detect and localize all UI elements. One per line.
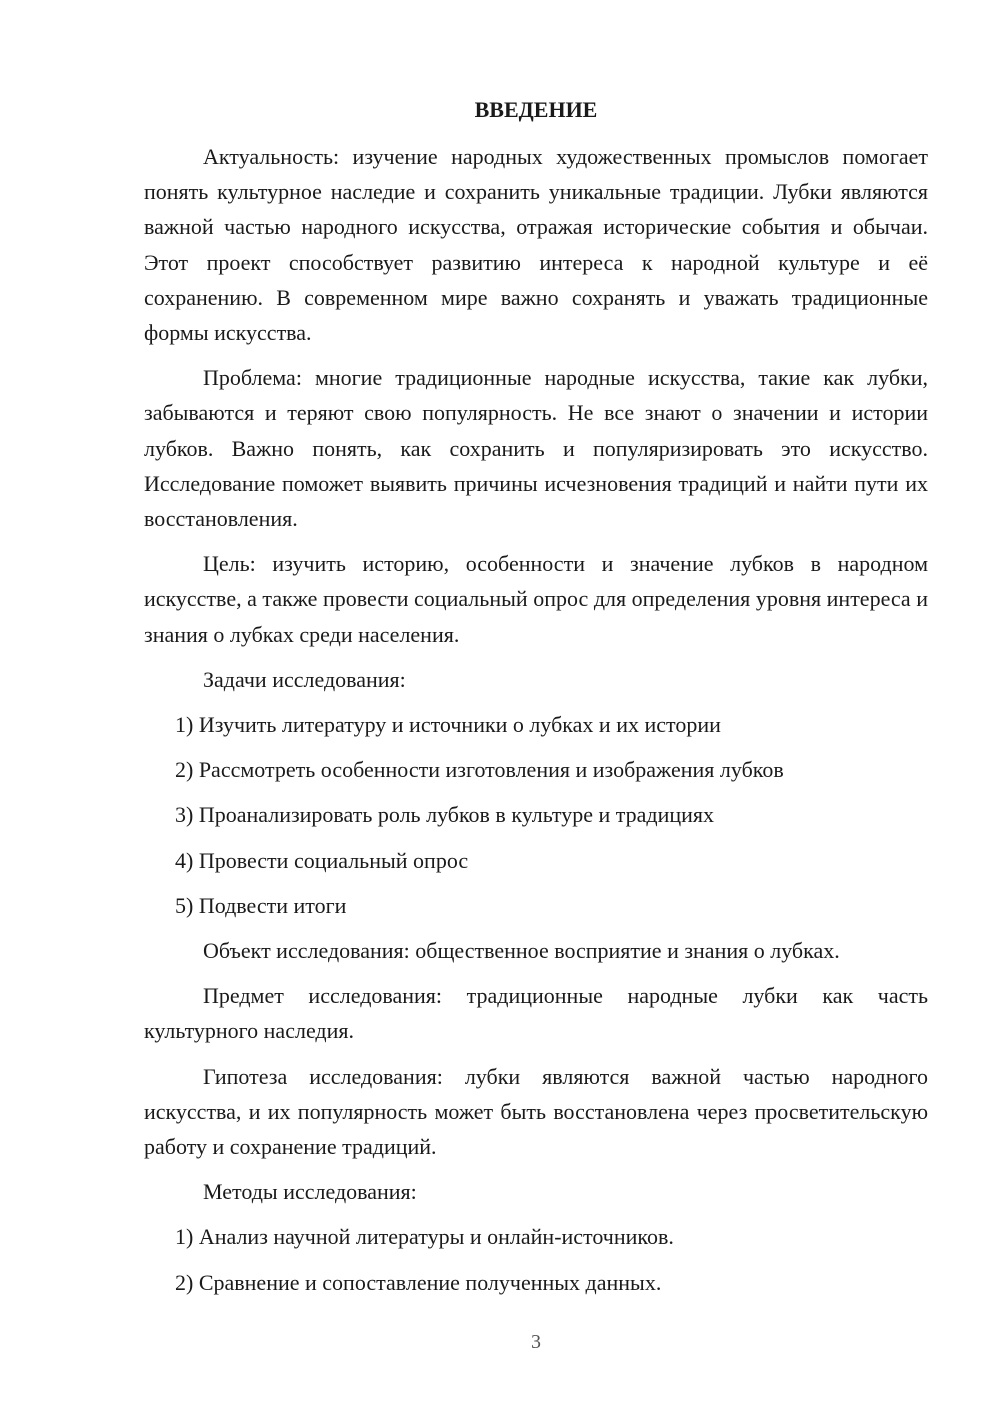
page-number: 3 — [531, 1331, 541, 1353]
list-item: 1) Анализ научной литературы и онлайн-источников. — [175, 1224, 674, 1250]
list-item: 2) Сравнение и сопоставление полученных данных. — [175, 1269, 662, 1295]
object-paragraph: Объект исследования: общественное восприятие и знания о лубках. — [203, 938, 840, 964]
document-body — [144, 92, 928, 1310]
list-item: 4) Провести социальный опрос — [175, 847, 469, 873]
list-item: 5) Подвести итоги — [175, 892, 347, 918]
relevance-paragraph: Актуальность: изучение народных художественных промыслов помогает понять культурное наследие и сохранить уникальные традиции. Лубки являются важной частью народного искусства, отражая исторические события и обычаи. Этот проект способствует развитию интереса к народной культуре и её сохранению. В современном мире важно сохранять и уважать традиционные формы искусства. — [144, 144, 928, 346]
hypothesis-paragraph: Гипотеза исследования: лубки являются важной частью народного искусства, и их популярность может быть восстановлена через просветительскую работу и сохранение традиций. — [144, 1063, 928, 1160]
methods-heading: Методы исследования: — [203, 1179, 417, 1205]
list-item: 1) Изучить литературу и источники о лубках и их истории — [175, 712, 721, 738]
tasks-heading: Задачи исследования: — [203, 666, 406, 692]
subject-paragraph: Предмет исследования: традиционные народные лубки как часть культурного наследия. — [144, 983, 928, 1044]
section-title: ВВЕДЕНИЕ — [474, 97, 598, 122]
list-item: 2) Рассмотреть особенности изготовления и изображения лубков — [175, 757, 784, 783]
list-item: 3) Проанализировать роль лубков в культуре и традициях — [175, 802, 715, 828]
goal-paragraph: Цель: изучить историю, особенности и значение лубков в народном искусстве, а также провести социальный опрос для определения уровня интереса и знания о лубках среди населения. — [144, 551, 928, 647]
tasks-list — [144, 707, 928, 923]
methods-list — [144, 1219, 928, 1299]
problem-paragraph: Проблема: многие традиционные народные искусства, такие как лубки, забываются и теряют свою популярность. Не все знают о значении и истории лубков. Важно понять, как сохранить и популяризировать это искусство. Исследование поможет выявить причины исчезновения традиций и найти пути их восстановления. — [144, 365, 928, 532]
